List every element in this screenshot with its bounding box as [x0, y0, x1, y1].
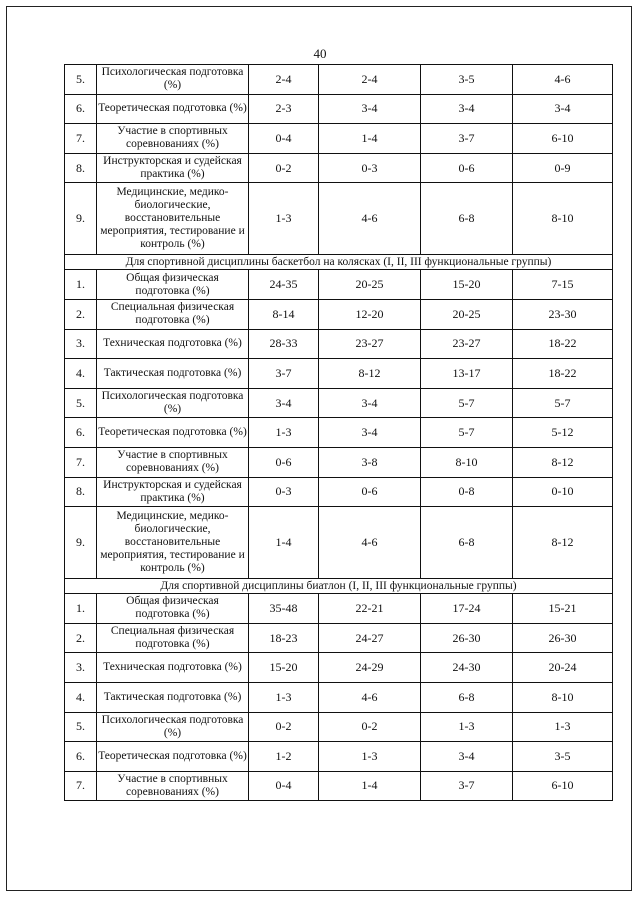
stage-value-1: 3-4: [249, 388, 319, 418]
stage-value-3: 13-17: [421, 359, 513, 389]
table-row: [65, 359, 613, 389]
row-number: 9.: [65, 507, 97, 579]
training-type-name: Специальная физическая подготовка (%): [97, 299, 249, 329]
row-number: 7.: [65, 124, 97, 154]
stage-value-2: 12-20: [319, 299, 421, 329]
row-number: 3.: [65, 329, 97, 359]
stage-value-2: 22-21: [319, 594, 421, 624]
stage-value-2: 3-4: [319, 388, 421, 418]
stage-value-4: 20-24: [513, 653, 613, 683]
stage-value-4: 18-22: [513, 329, 613, 359]
stage-value-1: 3-7: [249, 359, 319, 389]
table-row: [65, 447, 613, 477]
stage-value-4: 8-12: [513, 447, 613, 477]
stage-value-2: 1-4: [319, 124, 421, 154]
stage-value-4: 18-22: [513, 359, 613, 389]
training-type-name: Специальная физическая подготовка (%): [97, 623, 249, 653]
row-number: 6.: [65, 742, 97, 772]
stage-value-2: 23-27: [319, 329, 421, 359]
stage-value-1: 1-3: [249, 183, 319, 255]
stage-value-3: 23-27: [421, 329, 513, 359]
row-number: 4.: [65, 359, 97, 389]
stage-value-2: 4-6: [319, 507, 421, 579]
section-header-row: [65, 579, 613, 594]
stage-value-2: 24-27: [319, 623, 421, 653]
stage-value-3: 6-8: [421, 183, 513, 255]
stage-value-1: 1-4: [249, 507, 319, 579]
row-number: 9.: [65, 183, 97, 255]
stage-value-1: 24-35: [249, 270, 319, 300]
stage-value-3: 26-30: [421, 623, 513, 653]
stage-value-3: 1-3: [421, 712, 513, 742]
stage-value-1: 15-20: [249, 653, 319, 683]
table-row: [65, 388, 613, 418]
row-number: 1.: [65, 594, 97, 624]
table-row: [65, 299, 613, 329]
row-number: 3.: [65, 653, 97, 683]
training-ratio-table: [64, 64, 613, 801]
stage-value-2: 3-4: [319, 94, 421, 124]
table-row: [65, 594, 613, 624]
stage-value-4: 3-5: [513, 742, 613, 772]
stage-value-3: 8-10: [421, 447, 513, 477]
training-type-name: Участие в спортивных соревнованиях (%): [97, 771, 249, 801]
table-row: [65, 507, 613, 579]
stage-value-3: 3-7: [421, 124, 513, 154]
stage-value-3: 0-6: [421, 153, 513, 183]
table-row: [65, 124, 613, 154]
stage-value-4: 5-7: [513, 388, 613, 418]
stage-value-1: 0-2: [249, 153, 319, 183]
table-row: [65, 623, 613, 653]
stage-value-3: 3-5: [421, 65, 513, 95]
training-type-name: Медицинские, медико-биологические, восстановительные мероприятия, тестирование и контроль (%): [97, 183, 249, 255]
training-type-name: Общая физическая подготовка (%): [97, 594, 249, 624]
row-number: 1.: [65, 270, 97, 300]
table-row: [65, 329, 613, 359]
stage-value-4: 6-10: [513, 124, 613, 154]
stage-value-2: 4-6: [319, 682, 421, 712]
table-row: [65, 653, 613, 683]
stage-value-2: 0-2: [319, 712, 421, 742]
training-type-name: Психологическая подготовка (%): [97, 65, 249, 95]
stage-value-3: 0-8: [421, 477, 513, 507]
section-header-row: [65, 255, 613, 270]
stage-value-1: 28-33: [249, 329, 319, 359]
stage-value-2: 3-4: [319, 418, 421, 448]
stage-value-2: 0-3: [319, 153, 421, 183]
stage-value-1: 0-6: [249, 447, 319, 477]
table-row: [65, 712, 613, 742]
stage-value-1: 0-4: [249, 124, 319, 154]
row-number: 5.: [65, 65, 97, 95]
stage-value-4: 7-15: [513, 270, 613, 300]
row-number: 7.: [65, 771, 97, 801]
stage-value-4: 1-3: [513, 712, 613, 742]
stage-value-1: 35-48: [249, 594, 319, 624]
stage-value-4: 5-12: [513, 418, 613, 448]
stage-value-4: 8-12: [513, 507, 613, 579]
training-type-name: Психологическая подготовка (%): [97, 712, 249, 742]
table-row: [65, 94, 613, 124]
row-number: 2.: [65, 299, 97, 329]
stage-value-2: 3-8: [319, 447, 421, 477]
stage-value-1: 1-3: [249, 682, 319, 712]
stage-value-1: 1-3: [249, 418, 319, 448]
section-header: Для спортивной дисциплины баскетбол на колясках (I, II, III функциональные группы): [65, 255, 613, 270]
stage-value-2: 1-4: [319, 771, 421, 801]
row-number: 7.: [65, 447, 97, 477]
stage-value-3: 17-24: [421, 594, 513, 624]
table-row: [65, 153, 613, 183]
table-row: [65, 742, 613, 772]
page-number: 40: [313, 46, 327, 61]
stage-value-2: 8-12: [319, 359, 421, 389]
stage-value-2: 1-3: [319, 742, 421, 772]
stage-value-4: 0-9: [513, 153, 613, 183]
training-type-name: Медицинские, медико-биологические, восстановительные мероприятия, тестирование и контроль (%): [97, 507, 249, 579]
stage-value-2: 0-6: [319, 477, 421, 507]
row-number: 2.: [65, 623, 97, 653]
stage-value-1: 8-14: [249, 299, 319, 329]
row-number: 5.: [65, 388, 97, 418]
table-row: [65, 682, 613, 712]
training-type-name: Теоретическая подготовка (%): [97, 418, 249, 448]
row-number: 6.: [65, 94, 97, 124]
stage-value-4: 26-30: [513, 623, 613, 653]
training-type-name: Инструкторская и судейская практика (%): [97, 477, 249, 507]
stage-value-3: 3-4: [421, 94, 513, 124]
stage-value-3: 24-30: [421, 653, 513, 683]
stage-value-4: 8-10: [513, 682, 613, 712]
training-type-name: Техническая подготовка (%): [97, 653, 249, 683]
row-number: 4.: [65, 682, 97, 712]
stage-value-4: 8-10: [513, 183, 613, 255]
training-type-name: Теоретическая подготовка (%): [97, 742, 249, 772]
training-type-name: Инструкторская и судейская практика (%): [97, 153, 249, 183]
row-number: 6.: [65, 418, 97, 448]
stage-value-3: 6-8: [421, 682, 513, 712]
table-row: [65, 418, 613, 448]
table-row: [65, 183, 613, 255]
stage-value-2: 20-25: [319, 270, 421, 300]
table-row: [65, 771, 613, 801]
training-type-name: Участие в спортивных соревнованиях (%): [97, 124, 249, 154]
stage-value-3: 20-25: [421, 299, 513, 329]
stage-value-3: 5-7: [421, 388, 513, 418]
training-type-name: Теоретическая подготовка (%): [97, 94, 249, 124]
stage-value-1: 2-4: [249, 65, 319, 95]
training-type-name: Психологическая подготовка (%): [97, 388, 249, 418]
section-header: Для спортивной дисциплины биатлон (I, II, III функциональные группы): [65, 579, 613, 594]
row-number: 8.: [65, 153, 97, 183]
stage-value-4: 0-10: [513, 477, 613, 507]
training-type-name: Участие в спортивных соревнованиях (%): [97, 447, 249, 477]
stage-value-4: 23-30: [513, 299, 613, 329]
training-type-name: Техническая подготовка (%): [97, 329, 249, 359]
training-type-name: Тактическая подготовка (%): [97, 359, 249, 389]
training-type-name: Тактическая подготовка (%): [97, 682, 249, 712]
stage-value-4: 15-21: [513, 594, 613, 624]
stage-value-3: 3-7: [421, 771, 513, 801]
stage-value-3: 3-4: [421, 742, 513, 772]
stage-value-1: 2-3: [249, 94, 319, 124]
stage-value-1: 0-4: [249, 771, 319, 801]
stage-value-2: 2-4: [319, 65, 421, 95]
stage-value-4: 4-6: [513, 65, 613, 95]
stage-value-1: 0-2: [249, 712, 319, 742]
stage-value-1: 18-23: [249, 623, 319, 653]
table-row: [65, 270, 613, 300]
table-row: [65, 477, 613, 507]
stage-value-3: 5-7: [421, 418, 513, 448]
stage-value-1: 1-2: [249, 742, 319, 772]
row-number: 5.: [65, 712, 97, 742]
stage-value-3: 6-8: [421, 507, 513, 579]
row-number: 8.: [65, 477, 97, 507]
stage-value-2: 24-29: [319, 653, 421, 683]
stage-value-4: 6-10: [513, 771, 613, 801]
table-row: [65, 65, 613, 95]
stage-value-4: 3-4: [513, 94, 613, 124]
training-type-name: Общая физическая подготовка (%): [97, 270, 249, 300]
stage-value-2: 4-6: [319, 183, 421, 255]
stage-value-1: 0-3: [249, 477, 319, 507]
stage-value-3: 15-20: [421, 270, 513, 300]
